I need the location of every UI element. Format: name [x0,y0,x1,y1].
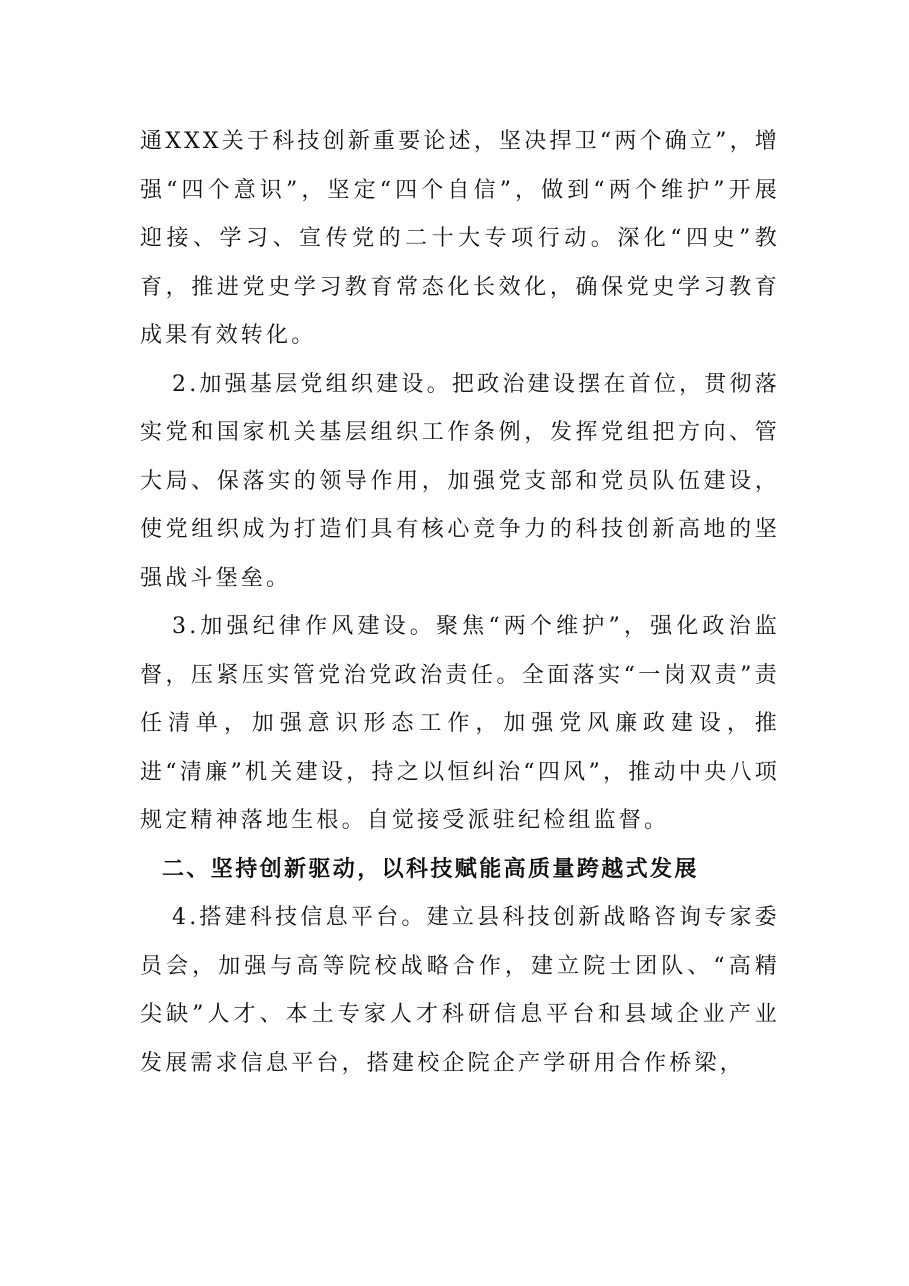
paragraph-item-4: 4.搭建科技信息平台。建立县科技创新战略咨询专家委员会，加强与高等院校战略合作，建立院士团队、“高精尖缺”人才、本土专家人才科研信息平台和县域企业产业发展需求信息平台，搭建校企院企产学研用合作桥梁， [140,905,780,1076]
paragraph-item-3: 3.加强纪律作风建设。聚焦“两个维护”，强化政治监督，压紧压实管党治党政治责任。全面落实“一岗双责”责任清单，加强意识形态工作，加强党风廉政建设，推进“清廉”机关建设，持之以恒纠治“四风”，推动中央八项规定精神落地生根。自觉接受派驻纪检组监督。 [140,614,780,833]
section-heading: 二、坚持创新驱动，以科技赋能高质量跨越式发展 [162,856,699,882]
paragraph-item-2: 2.加强基层党组织建设。把政治建设摆在首位，贯彻落实党和国家机关基层组织工作条例，发挥党组把方向、管大局、保落实的领导作用，加强党支部和党员队伍建设，使党组织成为打造们具有核心竞争力的科技创新高地的坚强战斗堡垒。 [140,371,780,591]
document-body [140,118,780,1088]
paragraph-continuation: 通XXX关于科技创新重要论述，坚决捍卫“两个确立”，增强“四个意识”，坚定“四个自信”，做到“两个维护”开展迎接、学习、宣传党的二十大专项行动。深化“四史”教育，推进党史学习教育常态化长效化，确保党史学习教育成果有效转化。 [140,129,780,348]
